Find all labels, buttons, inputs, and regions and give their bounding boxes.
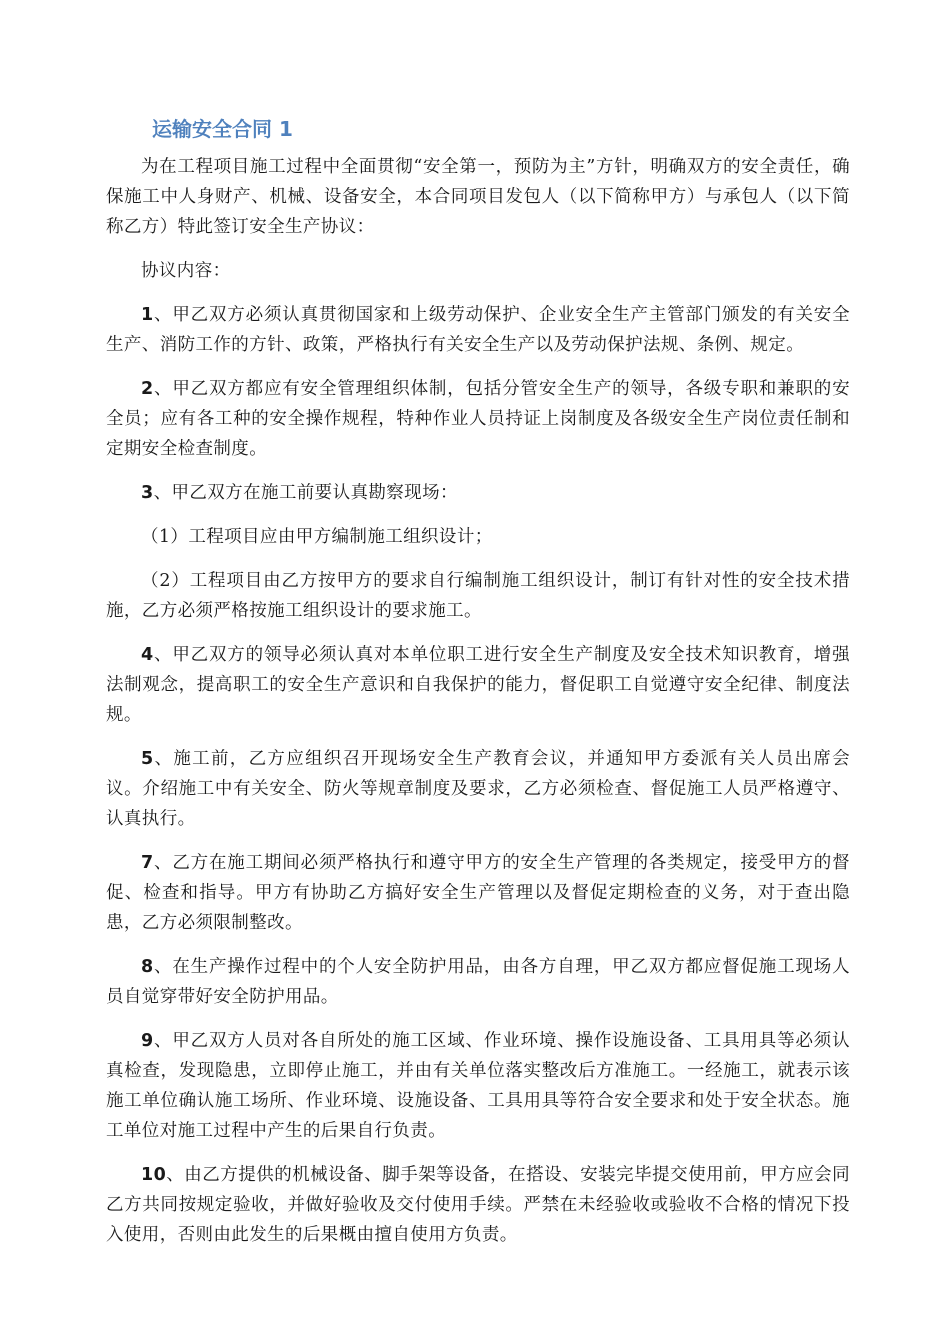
clause-text: 、在生产操作过程中的个人安全防护用品，由各方自理，甲乙双方都应督促施工现场人员自觉穿带好安全防护用品。 xyxy=(106,957,850,1007)
clause-number: 2 xyxy=(141,379,154,399)
sub-clause-3-1 xyxy=(106,522,850,552)
clause-8 xyxy=(106,952,850,1012)
clause-7 xyxy=(106,848,850,938)
document-body xyxy=(106,152,850,1264)
clause-number: 10 xyxy=(141,1165,167,1185)
clause-text: （1）工程项目应由甲方编制施工组织设计； xyxy=(141,527,493,547)
clause-text: 、施工前，乙方应组织召开现场安全生产教育会议，并通知甲方委派有关人员出席会议。介绍施工中有关安全、防火等规章制度及要求，乙方必须检查、督促施工人员严格遵守、认真执行。 xyxy=(106,749,850,829)
clause-text: （2）工程项目由乙方按甲方的要求自行编制施工组织设计，制订有针对性的安全技术措施，乙方必须严格按施工组织设计的要求施工。 xyxy=(106,571,850,621)
clause-number: 8 xyxy=(141,957,154,977)
clause-number: 5 xyxy=(141,749,154,769)
clause-text: 、甲乙双方都应有安全管理组织体制，包括分管安全生产的领导，各级专职和兼职的安全员；应有各工种的安全操作规程，特种作业人员持证上岗制度及各级安全生产岗位责任制和定期安全检查制度。 xyxy=(106,379,850,459)
clause-10 xyxy=(106,1160,850,1250)
clause-text: 、甲乙双方人员对各自所处的施工区域、作业环境、操作设施设备、工具用具等必须认真检查，发现隐患，立即停止施工，并由有关单位落实整改后方准施工。一经施工，就表示该施工单位确认施工场所、作业环境、设施设备、工具用具等符合安全要求和处于安全状态。施工单位对施工过程中产生的后果自行负责。 xyxy=(106,1031,850,1141)
paragraph-agreement-heading xyxy=(106,256,850,286)
clause-1 xyxy=(106,300,850,360)
clause-number: 7 xyxy=(141,853,154,873)
clause-text: 、由乙方提供的机械设备、脚手架等设备，在搭设、安装完毕提交使用前，甲方应会同乙方共同按规定验收，并做好验收及交付使用手续。严禁在未经验收或验收不合格的情况下投入使用，否则由此发生的后果概由擅自使用方负责。 xyxy=(106,1165,850,1245)
document-title: 运输安全合同 1 xyxy=(152,117,293,141)
clause-number: 4 xyxy=(141,645,154,665)
clause-number: 9 xyxy=(141,1031,154,1051)
sub-clause-3-2 xyxy=(106,566,850,626)
clause-5 xyxy=(106,744,850,834)
clause-number: 1 xyxy=(141,305,154,325)
clause-3 xyxy=(106,478,850,508)
clause-text: 、甲乙双方的领导必须认真对本单位职工进行安全生产制度及安全技术知识教育，增强法制观念，提高职工的安全生产意识和自我保护的能力，督促职工自觉遵守安全纪律、制度法规。 xyxy=(106,645,850,725)
clause-text: 、甲乙双方在施工前要认真勘察现场： xyxy=(153,483,458,503)
clause-4 xyxy=(106,640,850,730)
clause-9 xyxy=(106,1026,850,1146)
clause-number: 3 xyxy=(141,483,154,503)
paragraph-text: 为在工程项目施工过程中全面贯彻“安全第一，预防为主”方针，明确双方的安全责任，确保施工中人身财产、机械、设备安全，本合同项目发包人（以下简称甲方）与承包人（以下简称乙方）特此签订安全生产协议： xyxy=(106,157,850,237)
paragraph-intro xyxy=(106,152,850,242)
clause-text: 、乙方在施工期间必须严格执行和遵守甲方的安全生产管理的各类规定，接受甲方的督促、检查和指导。甲方有协助乙方搞好安全生产管理以及督促定期检查的义务，对于查出隐患，乙方必须限制整改。 xyxy=(106,853,850,933)
clause-2 xyxy=(106,374,850,464)
clause-text: 、甲乙双方必须认真贯彻国家和上级劳动保护、企业安全生产主管部门颁发的有关安全生产、消防工作的方针、政策，严格执行有关安全生产以及劳动保护法规、条例、规定。 xyxy=(106,305,850,355)
paragraph-text: 协议内容： xyxy=(141,261,231,281)
